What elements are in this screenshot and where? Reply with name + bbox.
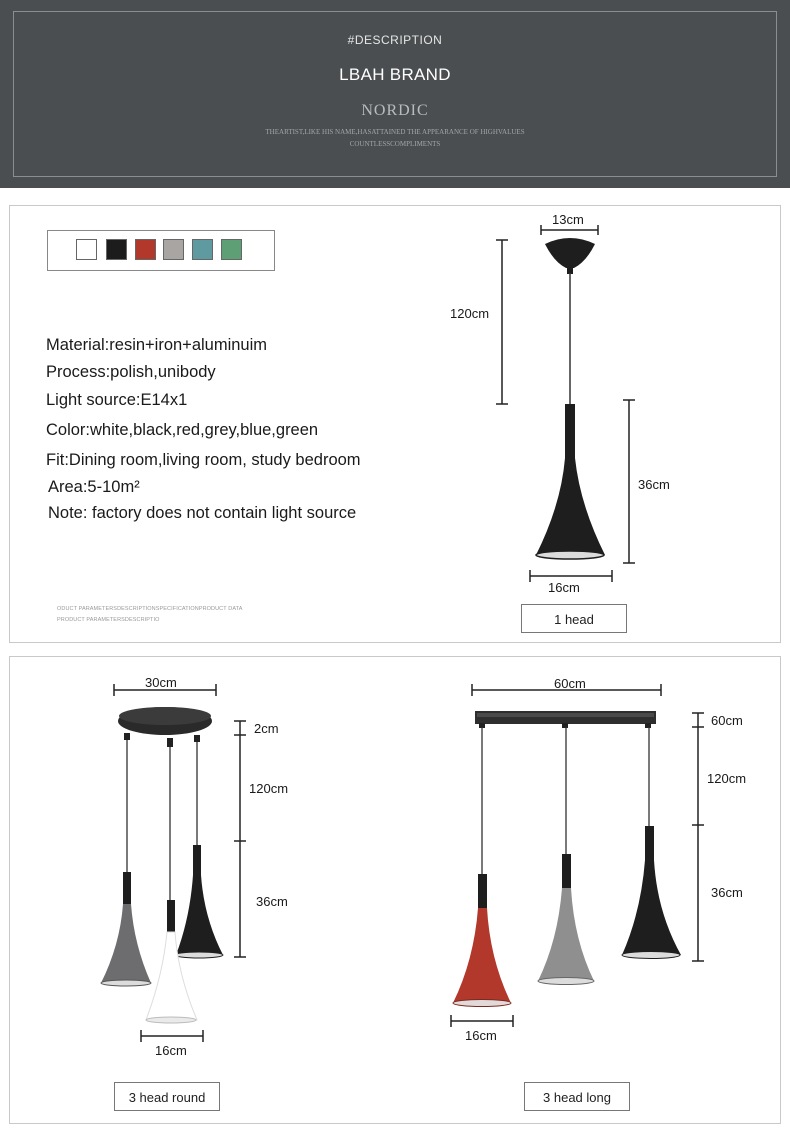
swatch-blue [192, 239, 213, 260]
swatch-grey [163, 239, 184, 260]
label-bar-width: 60cm [554, 676, 586, 691]
label-bar-height: 60cm [711, 713, 743, 728]
label-canopy-width: 13cm [552, 212, 584, 227]
description-banner [0, 0, 790, 188]
label-cord-length: 120cm [450, 306, 490, 321]
label-plate-height: 2cm [254, 721, 279, 736]
style-title: NORDIC [361, 102, 429, 119]
caption-3-head-round: 3 head round [114, 1082, 220, 1111]
caption-3-head-long: 3 head long [524, 1082, 630, 1111]
fine-print-line-1: ODUCT PARAMETERSDESCRIPTIONSPECIFICATIONPRODUCT DATA [57, 606, 243, 612]
banner-tag: #DESCRIPTION [347, 33, 443, 47]
spec-process: Process:polish,unibody [46, 363, 216, 381]
label-long-shade-width: 16cm [465, 1028, 497, 1043]
spec-area: Area:5-10m² [48, 478, 140, 496]
swatch-black [106, 239, 127, 260]
three-head-panel [9, 656, 781, 1124]
label-long-shade-height: 36cm [711, 885, 743, 900]
swatch-white [76, 239, 97, 260]
label-long-cord-length: 120cm [707, 771, 747, 786]
spec-material: Material:resin+iron+aluminuim [46, 336, 268, 354]
banner-subtitle-line-2: COUNTLESSCOMPLIMENTS [349, 140, 441, 148]
color-swatches [47, 230, 275, 271]
caption-1-head: 1 head [521, 604, 627, 633]
brand-title: LBAH BRAND [339, 65, 451, 84]
spec-note: Note: factory does not contain light source [48, 504, 357, 522]
banner-subtitle-line-1: THEARTIST,LIKE HIS NAME,HASATTAINED THE APPEARANCE OF HIGHVALUES [265, 128, 525, 136]
label-shade-height: 36cm [638, 477, 670, 492]
label-round-shade-height: 36cm [256, 894, 288, 909]
spec-light-source: Light source:E14x1 [46, 391, 188, 409]
swatch-red [135, 239, 156, 260]
spec-color: Color:white,black,red,grey,blue,green [46, 421, 319, 439]
label-round-cord-length: 120cm [249, 781, 289, 796]
label-shade-width: 16cm [548, 580, 580, 595]
label-round-shade-width: 16cm [155, 1043, 187, 1058]
swatch-green [221, 239, 242, 260]
spec-fit: Fit:Dining room,living room, study bedroom [46, 451, 361, 469]
label-plate-width: 30cm [145, 675, 177, 690]
fine-print-line-2: PRODUCT PARAMETERSDESCRIPTIO [57, 617, 160, 623]
